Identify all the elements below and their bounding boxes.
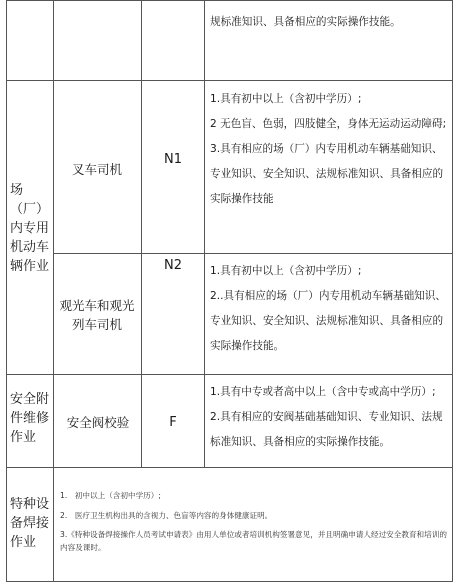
requirement-line: 规标准知识、具备相应的实际操作技能。: [210, 16, 401, 28]
row-divider-2: [53, 253, 453, 254]
requirement-line: 2.具有相应的安阀基础基础知识、专业知识、法规标准知识、具备相应的实际操作技能。: [210, 411, 443, 448]
requirements-cell-row-1: [210, 87, 448, 212]
table-border-bottom: [6, 581, 453, 582]
job-cell-safety-valve: [56, 413, 140, 432]
code-cell-n2: [142, 256, 204, 276]
category-cell-vehicle: [10, 181, 50, 276]
requirement-line: 1. 初中以上（含初中学历）;: [60, 491, 161, 500]
requirement-line: 1.具有初中以上（含初中学历）;: [210, 265, 362, 277]
code-label: N2: [164, 258, 182, 273]
requirements-cell-row-2: [210, 259, 448, 359]
code-label: N1: [164, 152, 182, 167]
category-label: 特种设备焊接作业: [10, 497, 50, 550]
requirements-cell-row-0: [210, 10, 448, 35]
code-cell-f: [142, 413, 204, 433]
requirements-cell-row-4: [60, 490, 448, 554]
column-divider-4: [53, 467, 54, 582]
column-divider-2: [141, 0, 142, 468]
column-divider-1: [53, 0, 54, 468]
category-cell-safety-accessory: [10, 390, 50, 447]
table-border-top: [6, 0, 453, 1]
job-cell-sightseeing: [58, 296, 136, 334]
requirement-line: 2 无色盲、色弱，四肢健全，身体无运动运动障碍;: [210, 118, 447, 130]
requirement-line: 1.具有初中以上（含初中学历）;: [210, 93, 362, 105]
requirement-line: 3.《特种设备焊接操作人员考试申请表》由用人单位或者培训机构签署意见，并且明确申请人经过安全教育和培训的内容及课时。: [60, 530, 447, 552]
row-divider-4: [6, 467, 453, 468]
code-label: F: [169, 415, 177, 430]
column-divider-3: [204, 0, 205, 468]
job-cell-forklift: [56, 160, 138, 179]
job-label: 观光车和观光列车司机: [59, 298, 135, 332]
job-label: 叉车司机: [71, 162, 122, 177]
category-label: 场（厂）内专用机动车辆作业: [10, 183, 50, 274]
requirements-cell-row-3: [210, 380, 448, 455]
row-divider-1: [6, 80, 453, 81]
table-border-left: [6, 0, 7, 582]
requirement-line: 3.具有相应的场（厂）内专用机动车辆基础知识、专业知识、安全知识、法规标准知识、具备相应的实际操作技能: [210, 143, 444, 205]
code-cell-n1: [142, 150, 204, 170]
job-label: 安全阀校验: [66, 415, 130, 430]
row-divider-3: [6, 374, 453, 375]
category-cell-welding: [10, 495, 50, 552]
requirement-line: 1.具有中专或者高中以上（含中专或高中学历）;: [210, 386, 436, 398]
table-border-right: [452, 0, 453, 582]
category-label: 安全附件维修作业: [10, 392, 50, 445]
requirement-line: 2..具有相应的场（厂）内专用机动车辆基础知识、专业知识、安全知识、法规标准知识、具备相应的实际操作技能。: [210, 290, 446, 352]
requirement-line: 2. 医疗卫生机构出具的含视力、色盲等内容的身体健康证明。: [60, 510, 273, 520]
